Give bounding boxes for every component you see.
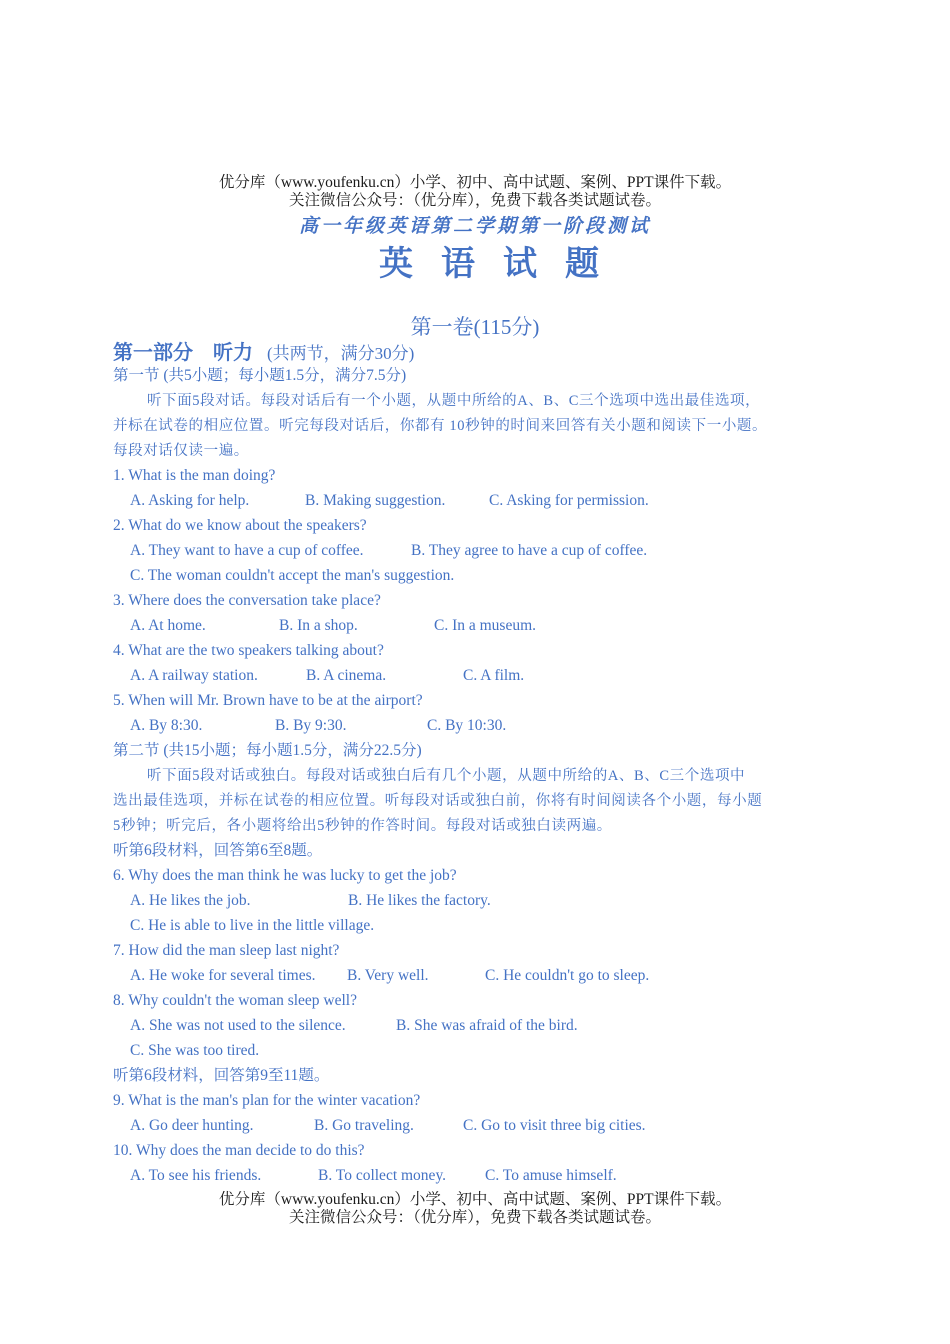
group-1-instruction: 听第6段材料，回答第6至8题。 [113, 842, 323, 859]
question-1-options [0, 491, 950, 511]
question-7-options [0, 966, 950, 986]
question-6-option-c: C. He is able to live in the little village. [130, 917, 375, 934]
footer-line-1: 优分库（www.youfenku.cn）小学、初中、高中试题、案例、PPT课件下载。 [218, 1191, 732, 1208]
question-5-stem: 5. When will Mr. Brown have to be at the airport? [113, 692, 423, 709]
question-1-option-c: C. Asking for permission. [489, 492, 649, 509]
question-4-option-b: B. A cinema. [306, 667, 387, 684]
exam-title: 英语试题 [379, 244, 627, 284]
question-6-option-b: B. He likes the factory. [348, 892, 491, 909]
section2-instruction-2: 选出最佳选项，并标在试卷的相应位置。听每段对话或独白前，你将有时间阅读各个小题，每小题 [113, 793, 763, 809]
exam-subtitle: 高一年级英语第二学期第一阶段测试 [298, 215, 651, 237]
question-6-stem: 6. Why does the man think he was lucky to get the job? [113, 867, 457, 884]
section2-instruction-3: 5秒钟；听完后，各小题将给出5秒钟的作答时间。每段对话或独白读两遍。 [113, 818, 612, 834]
question-6-option-a: A. He likes the job. [130, 892, 251, 909]
question-4-option-a: A. A railway station. [130, 667, 258, 684]
question-5-options [0, 716, 950, 736]
question-9-option-b: B. Go traveling. [314, 1117, 414, 1134]
section1-instruction-2: 并标在试卷的相应位置。听完每段对话后，你都有 10秒钟的时间来回答有关小题和阅读下一小题。 [113, 418, 768, 434]
volume-title: 第一卷(115分) [410, 315, 540, 339]
question-1-option-b: B. Making suggestion. [305, 492, 446, 509]
part1-score: (共两节，满分30分) [266, 344, 415, 363]
question-5-option-c: C. By 10:30. [427, 717, 507, 734]
question-7-stem: 7. How did the man sleep last night? [113, 942, 340, 959]
question-7-option-b: B. Very well. [347, 967, 429, 984]
question-7-option-c: C. He couldn't go to sleep. [485, 967, 650, 984]
question-2-option-b: B. They agree to have a cup of coffee. [411, 542, 648, 559]
question-8-options [0, 1016, 950, 1036]
question-1-stem: 1. What is the man doing? [113, 467, 276, 484]
question-3-stem: 3. Where does the conversation take place? [113, 592, 381, 609]
question-10-options [0, 1166, 950, 1186]
section1-instruction-1: 听下面5段对话。每段对话后有一个小题，从题中所给的A、B、C三个选项中选出最佳选项， [147, 393, 761, 409]
question-4-option-c: C. A film. [463, 667, 525, 684]
header-line-2: 关注微信公众号：（优分库），免费下载各类试题试卷。 [288, 192, 661, 209]
question-2-stem: 2. What do we know about the speakers? [113, 517, 367, 534]
question-10-option-a: A. To see his friends. [130, 1167, 262, 1184]
question-9-stem: 9. What is the man's plan for the winter vacation? [113, 1092, 421, 1109]
question-3-options [0, 616, 950, 636]
question-2-options [0, 541, 950, 561]
section2-heading: 第二节 (共15小题；每小题1.5分，满分22.5分) [113, 742, 422, 759]
question-1-option-a: A. Asking for help. [130, 492, 250, 509]
question-4-stem: 4. What are the two speakers talking about? [113, 642, 384, 659]
question-8-stem: 8. Why couldn't the woman sleep well? [113, 992, 357, 1009]
question-2-option-c: C. The woman couldn't accept the man's suggestion. [130, 567, 455, 584]
question-9-options [0, 1116, 950, 1136]
question-9-option-c: C. Go to visit three big cities. [463, 1117, 646, 1134]
question-5-option-b: B. By 9:30. [275, 717, 347, 734]
question-10-option-c: C. To amuse himself. [485, 1167, 617, 1184]
question-9-option-a: A. Go deer hunting. [130, 1117, 254, 1134]
question-4-options [0, 666, 950, 686]
question-7-option-a: A. He woke for several times. [130, 967, 316, 984]
part1-heading-label: 第一部分 听力 [113, 340, 253, 364]
section1-heading: 第一节 (共5小题；每小题1.5分，满分7.5分) [113, 367, 407, 384]
question-10-option-b: B. To collect money. [318, 1167, 447, 1184]
question-3-option-c: C. In a museum. [434, 617, 537, 634]
question-8-option-c: C. She was too tired. [130, 1042, 260, 1059]
header-line-1: 优分库（www.youfenku.cn）小学、初中、高中试题、案例、PPT课件下载。 [218, 174, 732, 191]
question-5-option-a: A. By 8:30. [130, 717, 203, 734]
part1-heading [113, 339, 414, 367]
footer-line-2: 关注微信公众号：（优分库），免费下载各类试题试卷。 [288, 1209, 661, 1226]
question-3-option-b: B. In a shop. [279, 617, 358, 634]
section1-instruction-3: 每段对话仅读一遍。 [113, 443, 249, 459]
question-8-option-a: A. She was not used to the silence. [130, 1017, 346, 1034]
group-2-instruction: 听第6段材料，回答第9至11题。 [113, 1067, 330, 1084]
question-10-stem: 10. Why does the man decide to do this? [113, 1142, 365, 1159]
question-8-option-b: B. She was afraid of the bird. [396, 1017, 578, 1034]
question-6-options [0, 891, 950, 911]
question-3-option-a: A. At home. [130, 617, 206, 634]
question-2-option-a: A. They want to have a cup of coffee. [130, 542, 364, 559]
section2-instruction-1: 听下面5段对话或独白。每段对话或独白后有几个小题，从题中所给的A、B、C三个选项中 [147, 768, 746, 784]
